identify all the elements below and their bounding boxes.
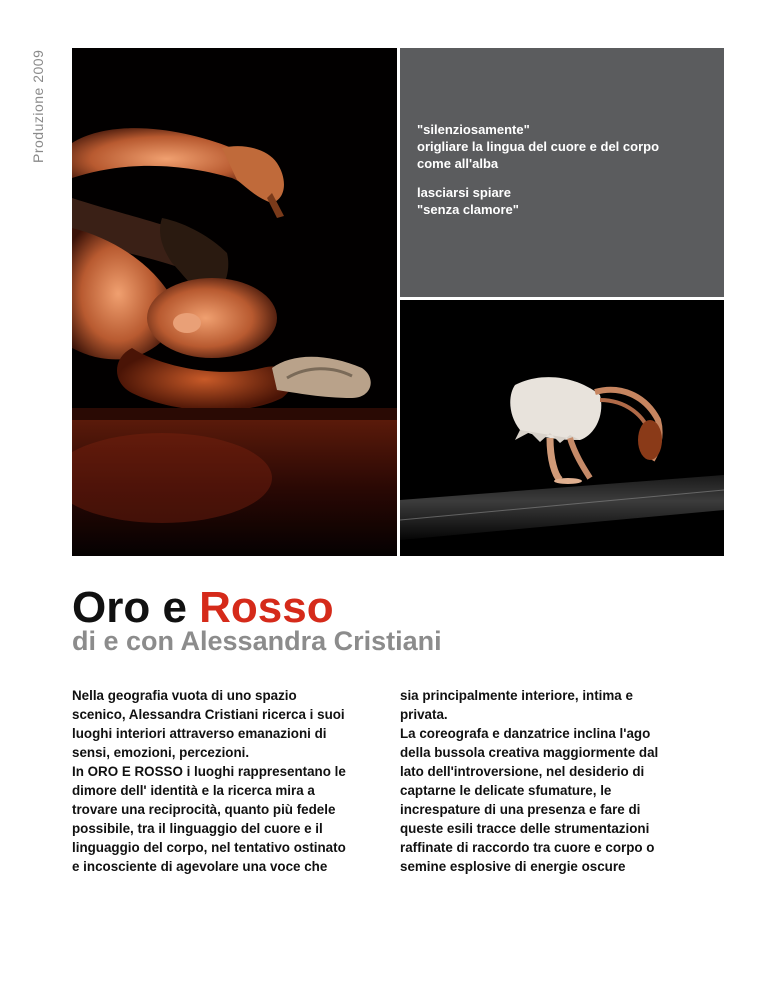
body-column-right [400,686,724,876]
body-line: raffinate di raccordo tra cuore e corpo o [400,840,655,855]
title-accent: Rosso [199,583,334,632]
body-line: captarne le delicate sfumature, le [400,783,612,798]
body-line: queste esili tracce delle strumentazioni [400,821,650,836]
body-column-left [72,686,392,876]
body-line: dimore dell' identità e la ricerca mira a [72,783,315,798]
quote-line: origliare la lingua del cuore e del corpo [417,139,660,154]
title-part1: Oro e [72,583,200,632]
body-line: della bussola creativa maggiormente dal [400,745,659,760]
body-line: semine esplosive di energie oscure [400,859,626,874]
body-line: luoghi interiori attraverso emanazioni di [72,726,327,741]
body-line: increspature di una presenza e fare di [400,802,641,817]
body-line: sia principalmente interiore, intima e [400,688,633,703]
performance-photo-left [72,48,397,556]
body-line: In ORO E ROSSO i luoghi rappresentano le [72,764,346,779]
body-line: scenico, Alessandra Cristiani ricerca i suoi [72,707,345,722]
quote-line: lasciarsi spiare [417,185,511,200]
body-line: trovare una reciprocità, quanto più fedele [72,802,336,817]
body-line: linguaggio del corpo, nel tentativo ostinato [72,840,346,855]
body-line: privata. [400,707,448,722]
body-line: lato dell'introversione, nel desiderio di [400,764,645,779]
body-line: La coreografa e danzatrice inclina l'ago [400,726,651,741]
quote-line: "senza clamore" [417,202,519,217]
quote-line: "silenziosamente" [417,122,530,137]
production-year-label: Produzione 2009 [30,49,46,163]
page-subtitle: di e con Alessandra Cristiani [72,626,442,656]
body-line: e incosciente di agevolare una voce che [72,859,328,874]
quote-line: come all'alba [417,156,499,171]
body-line: sensi, emozioni, percezioni. [72,745,250,760]
quote-box [400,48,724,297]
body-line: possibile, tra il linguaggio del cuore e il [72,821,323,836]
performance-photo-right [400,300,724,556]
body-line: Nella geografia vuota di uno spazio [72,688,297,703]
